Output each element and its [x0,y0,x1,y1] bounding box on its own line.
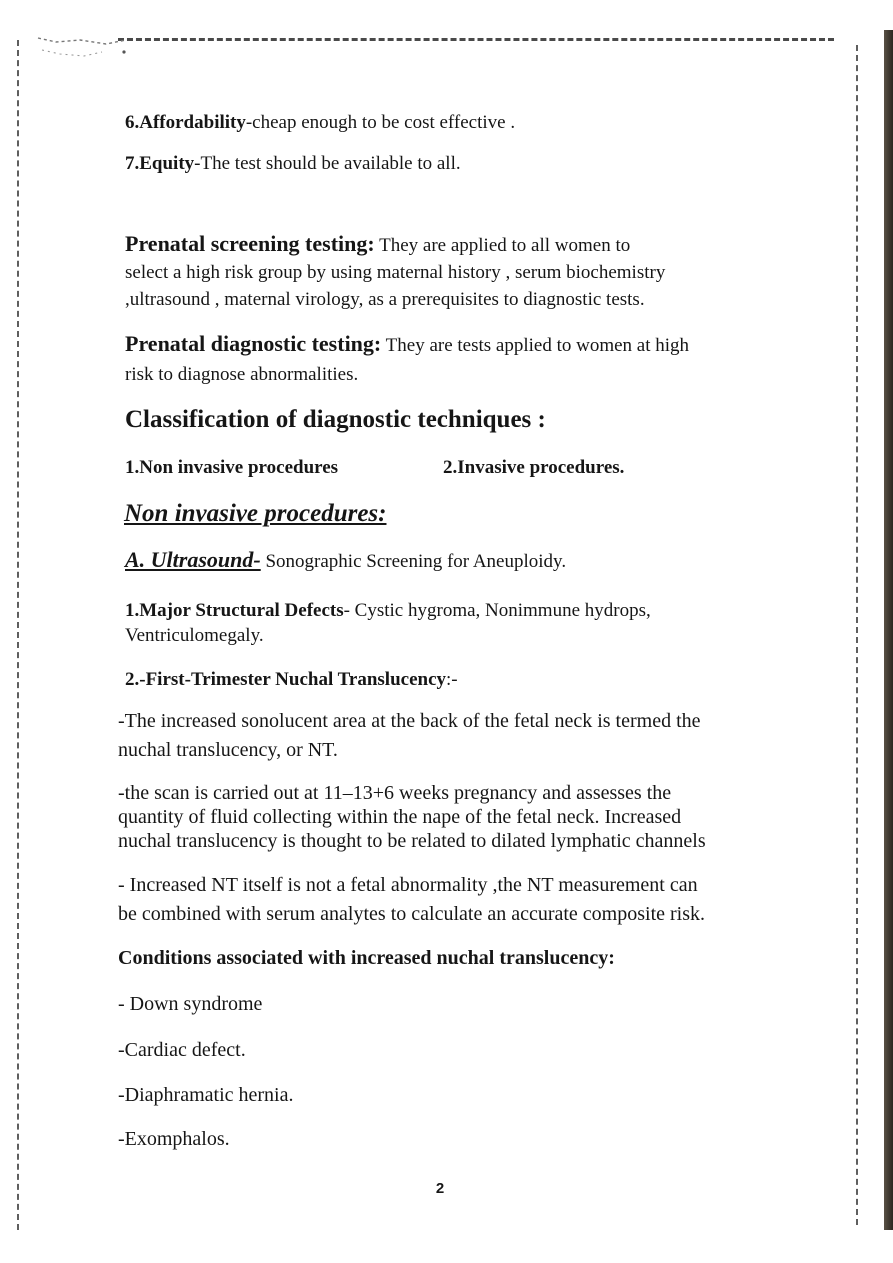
prenatal-diagnostic-line1: They are tests applied to women at high [381,335,690,356]
page-border-top [118,38,834,41]
nuchal-heading-tail: :- [446,669,458,690]
condition-item: - Down syndrome [118,993,263,1015]
nuchal-para3-line2: be combined with serum analytes to calculate an accurate composite risk. [118,903,706,925]
non-invasive-heading: Non invasive procedures: [124,500,387,527]
condition-item: -Cardiac defect. [118,1039,246,1061]
prenatal-screening-paragraph [125,231,630,258]
nuchal-para2-line1: -the scan is carried out at 11–13+6 weeks pregnancy and assesses the [118,782,672,804]
prenatal-diagnostic-line2: risk to diagnose abnormalities. [125,364,359,385]
prenatal-diagnostic-paragraph [125,331,689,358]
page-border-right [856,45,858,1225]
classification-heading: Classification of diagnostic techniques : [125,406,546,433]
condition-item: -Exomphalos. [118,1128,230,1150]
affordability-term: Affordability [139,112,246,133]
nuchal-heading-bold: 2.-First-Trimester Nuchal Translucency [125,669,447,690]
nuchal-heading [125,667,458,692]
equity-desc: -The test should be available to all. [194,153,461,174]
equity-term: Equity [139,153,195,174]
major-defects-line1 [125,598,651,623]
affordability-item [125,110,515,135]
nuchal-para2-line3: nuchal translucency is thought to be related to dilated lymphatic channels [118,830,706,852]
classification-option-non-invasive: 1.Non invasive procedures [125,457,339,478]
prenatal-screening-line3: ,ultrasound , maternal virology, as a prerequisites to diagnostic tests. [125,289,645,310]
ultrasound-label: A. Ultrasound- [125,547,261,572]
classification-option-invasive: 2.Invasive procedures. [443,457,625,478]
prenatal-screening-line1: They are applied to all women to [374,235,631,256]
affordability-desc: -cheap enough to be cost effective . [245,112,516,133]
prenatal-screening-heading: Prenatal screening testing: [125,231,375,256]
page-number: 2 [435,1180,445,1197]
nuchal-para1-line1: -The increased sonolucent area at the back of the fetal neck is termed the [118,710,701,732]
page-edge-shadow [884,30,893,1230]
major-defects-line2: Ventriculomegaly. [125,625,264,646]
major-defects-text: - Cystic hygroma, Nonimmune hydrops, [343,600,651,621]
affordability-number: 6. [125,112,140,133]
major-defects-label: 1.Major Structural Defects [125,600,344,621]
nuchal-para2-line2: quantity of fluid collecting within the nape of the fetal neck. Increased [118,806,682,828]
prenatal-screening-line2: select a high risk group by using maternal history , serum biochemistry [125,262,666,283]
equity-item [125,151,461,176]
prenatal-diagnostic-heading: Prenatal diagnostic testing: [125,331,382,356]
scan-corner-mark [36,34,131,68]
page-border-left [17,40,19,1230]
ultrasound-desc: Sonographic Screening for Aneuploidy. [260,551,567,572]
nuchal-para1-line2: nuchal translucency, or NT. [118,739,338,761]
conditions-heading: Conditions associated with increased nuchal translucency: [118,947,615,969]
condition-item: -Diaphramatic hernia. [118,1084,294,1106]
ultrasound-line [125,547,566,574]
nuchal-para3-line1: - Increased NT itself is not a fetal abnormality ,the NT measurement can [118,874,698,896]
equity-number: 7. [125,153,140,174]
